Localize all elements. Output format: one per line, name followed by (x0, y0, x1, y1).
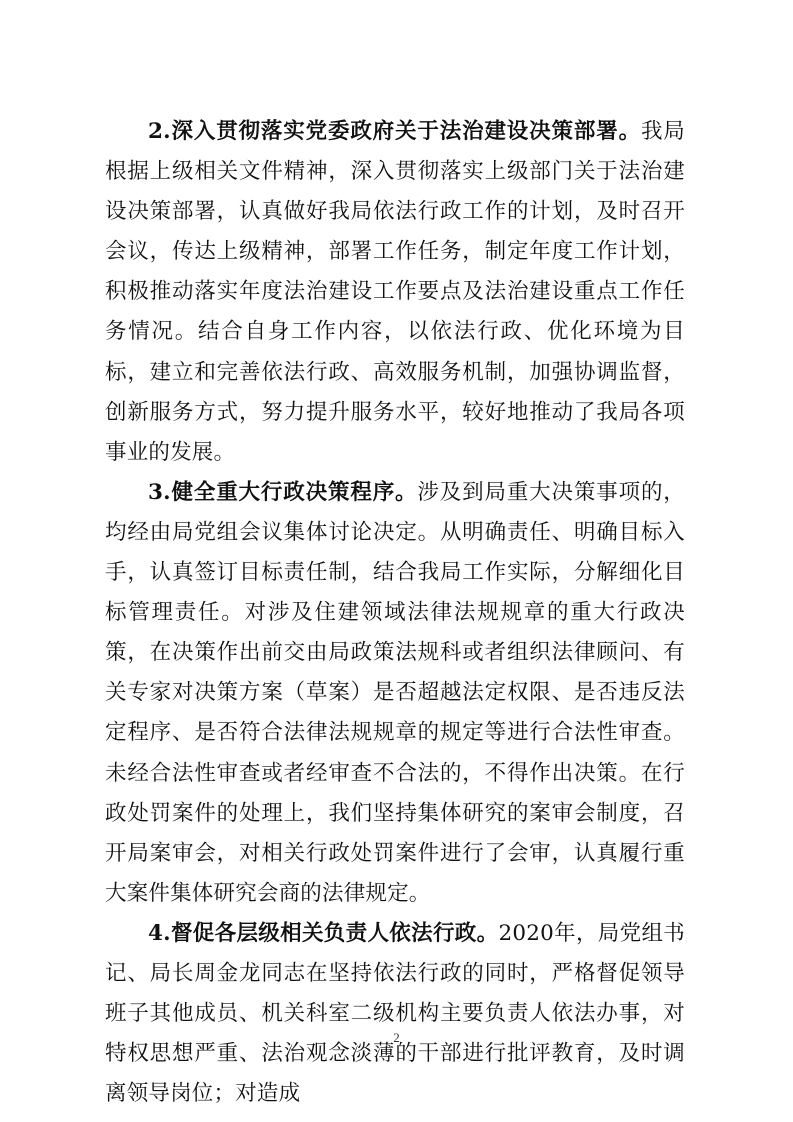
document-body (105, 112, 685, 1114)
paragraph-supervise-officials (105, 914, 685, 1114)
page-number: 2 (393, 1030, 400, 1045)
paragraph-heading: 2.深入贯彻落实党委政府关于法治建设决策部署。 (148, 119, 641, 144)
paragraph-decision-deployment (105, 112, 685, 473)
paragraph-major-decision-procedure (105, 473, 685, 914)
paragraph-text: 涉及到局重大决策事项的，均经由局党组会议集体讨论决定。从明确责任、明确目标入手，认真签订目标责任制，结合我局工作实际，分解细化目标管理责任。对涉及住建领域法律法规规章的重大行政决策，在决策作出前交由局政策法规科或者组织法律顾问、有关专家对决策方案（草案）是否超越法定权限、是否违反法定程序、是否符合法律法规规章的规定等进行合法性审查。未经合法性审查或者经审查不合法的，不得作出决策。在行政处罚案件的处理上，我们坚持集体研究的案审会制度，召开局案审会，对相关行政处罚案件进行了会审，认真履行重大案件集体研究会商的法律规定。 (105, 479, 686, 906)
paragraph-text: 2020年，局党组书记、局长周金龙同志在坚持依法行政的同时，严格督促领导班子其他成员、机关科室二级机构主要负责人依法办事，对特权思想严重、法治观念淡薄的干部进行批评教育，及时调离领导岗位；对造成 (105, 920, 685, 1107)
paragraph-heading: 4.督促各层级相关负责人依法行政。 (148, 920, 499, 946)
paragraph-text: 我局根据上级相关文件精神，深入贯彻落实上级部门关于法治建设决策部署，认真做好我局依法行政工作的计划，及时召开会议，传达上级精神，部署工作任务，制定年度工作计划，积极推动落实年度法治建设工作要点及法治建设重点工作任务情况。结合自身工作内容，以依法行政、优化环境为目标，建立和完善依法行政、高效服务机制，加强协调监督，创新服务方式，努力提升服务水平，较好地推动了我局各项事业的发展。 (105, 119, 685, 465)
paragraph-heading: 3.健全重大行政决策程序。 (148, 479, 418, 505)
